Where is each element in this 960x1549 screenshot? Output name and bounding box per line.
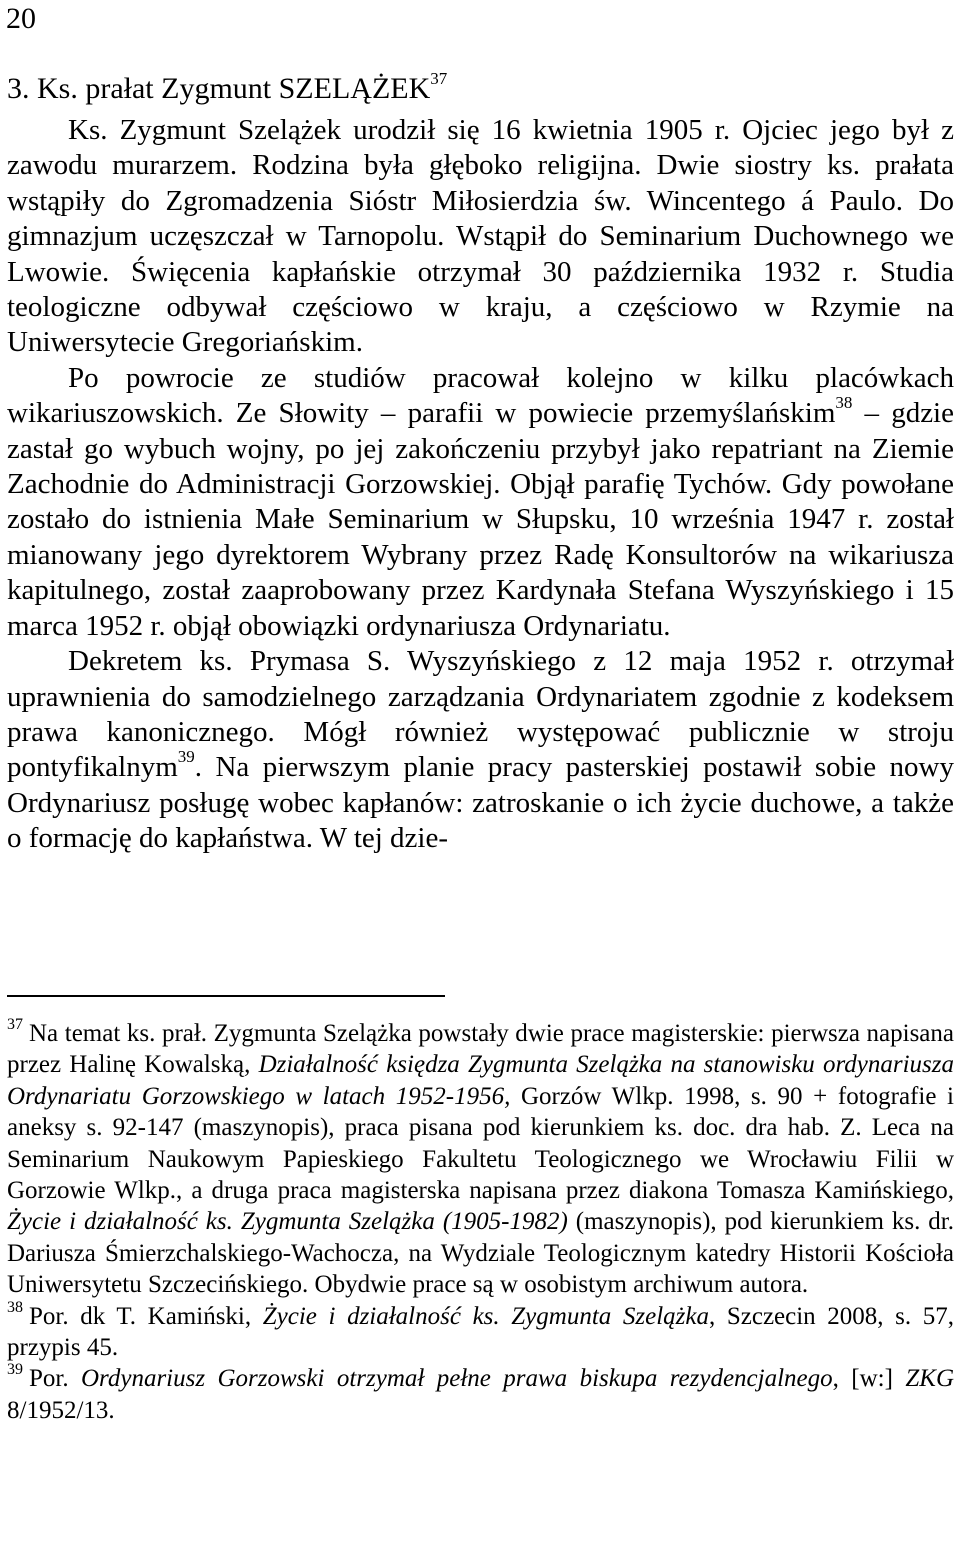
footnote-text: , Szczecin 2008, s. 57, przypis 45. (7, 1302, 955, 1362)
footnote-separator (7, 995, 445, 997)
footnote-text: Na temat ks. prał. Zygmunta Szelążka powstały dwie prace magisterskie: pierwsza napisana przez Halinę Kowalską, (7, 1020, 954, 1079)
footnote-39 (7, 1363, 954, 1426)
footnote-title: ZKG (905, 1365, 954, 1393)
footnote-text: Por. (29, 1365, 81, 1393)
footnote-title: Życie i działalność ks. Zygmunta Szelążka (262, 1302, 709, 1330)
paragraph-3-text-b: . Na pierwszym planie pracy pasterskiej postawił sobie nowy Ordynariusz posługę wobec kapłanów: zatroskanie o ich życie duchowe, a także o formację do kapłaństwa. W tej dzie- (7, 751, 954, 855)
paragraph-3 (7, 644, 954, 856)
footnote-number: 39 (7, 1361, 23, 1379)
paragraph-2-text-b: – gdzie zastał go wybuch wojny, po jej zakończeniu przybył jako repatriant na Ziemie Zachodnie do Administracji Gorzowskiej. Objął parafię Tychów. Gdy powołane zostało do istnienia Małe Seminarium w Słupsku, 10 września 1947 r. został mianowany jego dyrektorem Wybrany przez Radę Konsultorów na wikariusza kapitulnego, został zaaprobowany przez Kardynała Stefana Wyszyńskiego i 15 marca 1952 r. objął obowiązki ordynariusza Ordynariatu. (7, 397, 954, 642)
paragraph-1: Ks. Zygmunt Szelążek urodził się 16 kwietnia 1905 r. Ojciec jego był z zawodu murarzem. Rodzina była głęboko religijna. Dwie siostry ks. prałata wstąpiły do Zgromadzenia Sióstr Miłosierdzia św. Wincentego á Paulo. Do gimnazjum uczęszczał w Tarnopolu. Wstąpił do Seminarium Duchownego we Lwowie. Święcenia kapłańskie otrzymał 30 października 1932 r. Studia teologiczne odbywał częściowo w kraju, a częściowo w Rzymie na Uniwersytecie Gregoriańskim. (7, 114, 954, 359)
body-text (7, 113, 954, 857)
footnotes (7, 1018, 954, 1426)
footnote-number: 38 (7, 1298, 23, 1316)
footnote-title: Ordynariusz Gorzowski otrzymał pełne prawa biskupa rezydencjalnego (81, 1365, 833, 1393)
paragraph-3-text-a: Dekretem ks. Prymasa S. Wyszyńskiego z 12 maja 1952 r. otrzymał uprawnienia do samodzielnego zarządzania Ordynariatem zgodnie z kodeksem prawa kanonicznego. Mógł również występować publicznie w stroju pontyfikalnym (7, 645, 954, 784)
heading-text: 3. Ks. prałat Zygmunt SZELĄŻEK (7, 72, 431, 105)
paragraph-2-text-a: Po powrocie ze studiów pracował kolejno w kilku placówkach wikariuszowskich. Ze Słowity – parafii w powiecie przemyślańskim (7, 361, 954, 430)
footnote-title: Życie i działalność ks. Zygmunta Szelążka (1905-1982) (7, 1208, 568, 1236)
footnote-text: Gorzów Wlkp. 1998, s. 90 + fotografie i aneksy s. 92-147 (maszynopis), praca pisana pod kierunkiem ks. doc. dra hab. Z. Leca na Seminarium Naukowym Papieskiego Fakultetu Teologicznego we Wrocławiu Filii w Gorzowie Wlkp., a druga praca magisterska napisana przez diakona Tomasza Kamińskiego, (7, 1082, 954, 1205)
footnote-ref-37[interactable]: 37 (430, 69, 448, 88)
footnote-text: Por. dk T. Kamiński, (29, 1302, 263, 1330)
page-number: 20 (6, 2, 36, 35)
paragraph-2 (7, 361, 954, 644)
footnote-text: (maszynopis), pod kierunkiem ks. dr. Dariusza Śmierzchalskiego-Wachocza, na Wydziale Teologicznym katedry Historii Kościoła Uniwersytetu Szczecińskiego. Obydwie prace są w osobistym archiwum autora. (7, 1208, 954, 1299)
footnote-title: Działalność księdza Zygmunta Szelążka na stanowisku ordynariusza Ordynariatu Gorzowskiego w latach 1952-1956, (7, 1051, 954, 1110)
footnote-ref-39[interactable]: 39 (177, 747, 195, 767)
footnote-text: 8/1952/13. (7, 1396, 115, 1424)
footnote-text: , [w:] (832, 1365, 906, 1393)
section-heading (7, 69, 448, 106)
footnote-38 (7, 1298, 955, 1364)
footnote-number: 37 (7, 1016, 23, 1033)
footnote-37 (7, 1018, 954, 1301)
footnote-ref-38[interactable]: 38 (835, 393, 853, 413)
